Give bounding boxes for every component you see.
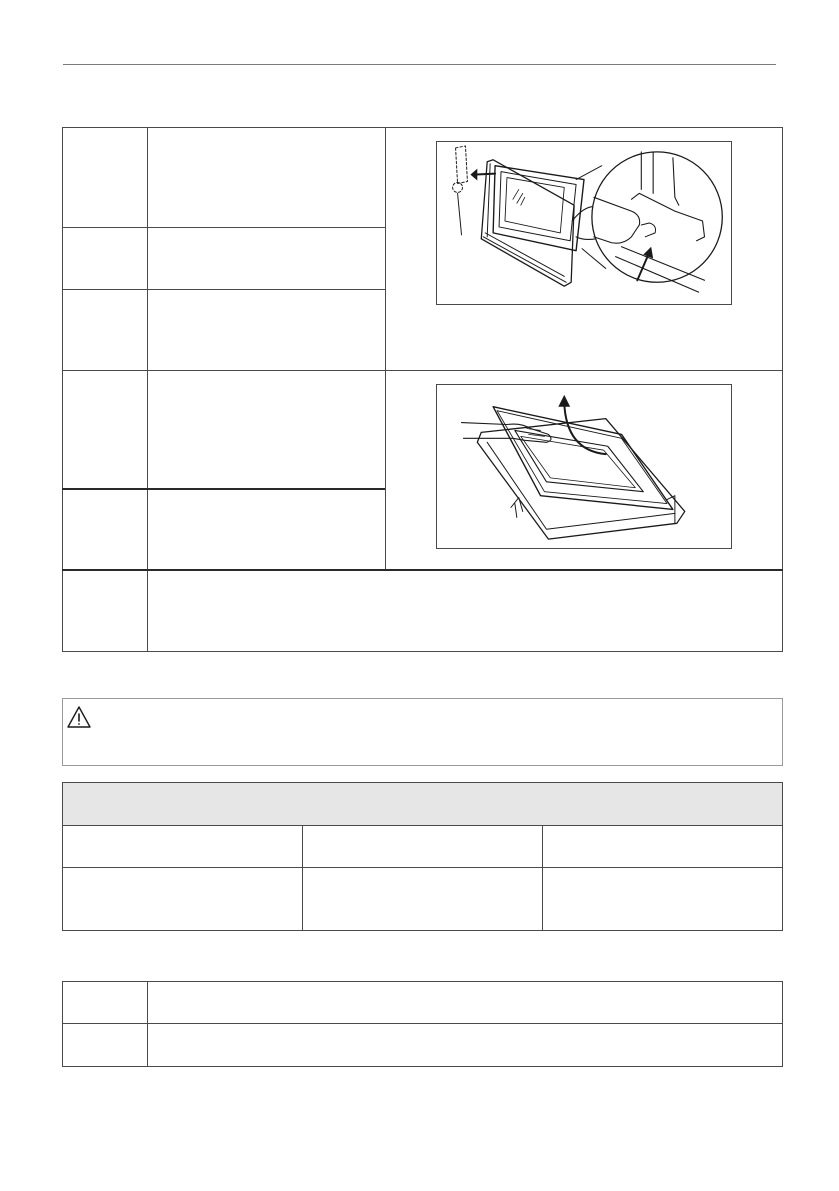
warning-triangle-icon bbox=[66, 705, 92, 729]
step-text bbox=[155, 235, 375, 255]
row-separator bbox=[62, 1023, 783, 1024]
row-separator bbox=[62, 370, 783, 371]
step-text bbox=[155, 135, 375, 155]
step-number bbox=[70, 990, 140, 1012]
row-separator bbox=[62, 227, 385, 228]
step-number bbox=[70, 235, 140, 255]
door-glass-panel-removal-illustration bbox=[436, 141, 732, 305]
info-cell bbox=[70, 876, 295, 920]
row-separator bbox=[62, 867, 783, 868]
info-column-header bbox=[70, 834, 295, 856]
step-number bbox=[70, 297, 140, 317]
header-rule bbox=[63, 64, 776, 65]
step-number bbox=[70, 1032, 140, 1054]
step-number bbox=[70, 497, 140, 517]
column-divider bbox=[542, 825, 543, 930]
step-text bbox=[155, 578, 755, 598]
door-lift-off-illustration bbox=[436, 384, 732, 549]
row-separator bbox=[62, 569, 783, 571]
step-text bbox=[155, 497, 375, 517]
step-column-divider bbox=[147, 981, 148, 1066]
warning-text bbox=[100, 708, 770, 748]
info-column-header bbox=[550, 834, 775, 856]
step-number bbox=[70, 578, 140, 598]
step-column-divider bbox=[147, 127, 148, 651]
info-cell bbox=[550, 876, 775, 920]
row-separator bbox=[62, 289, 385, 290]
step-number bbox=[70, 378, 140, 398]
step-text bbox=[155, 378, 375, 398]
info-column-header bbox=[310, 834, 535, 856]
step-text bbox=[155, 990, 775, 1012]
step-text bbox=[155, 1032, 775, 1054]
row-separator bbox=[62, 488, 385, 490]
row-separator bbox=[62, 825, 783, 826]
step-number bbox=[70, 135, 140, 155]
info-cell bbox=[310, 876, 535, 920]
column-divider bbox=[302, 825, 303, 930]
step-text bbox=[155, 297, 375, 317]
figure-column-divider bbox=[385, 127, 386, 570]
